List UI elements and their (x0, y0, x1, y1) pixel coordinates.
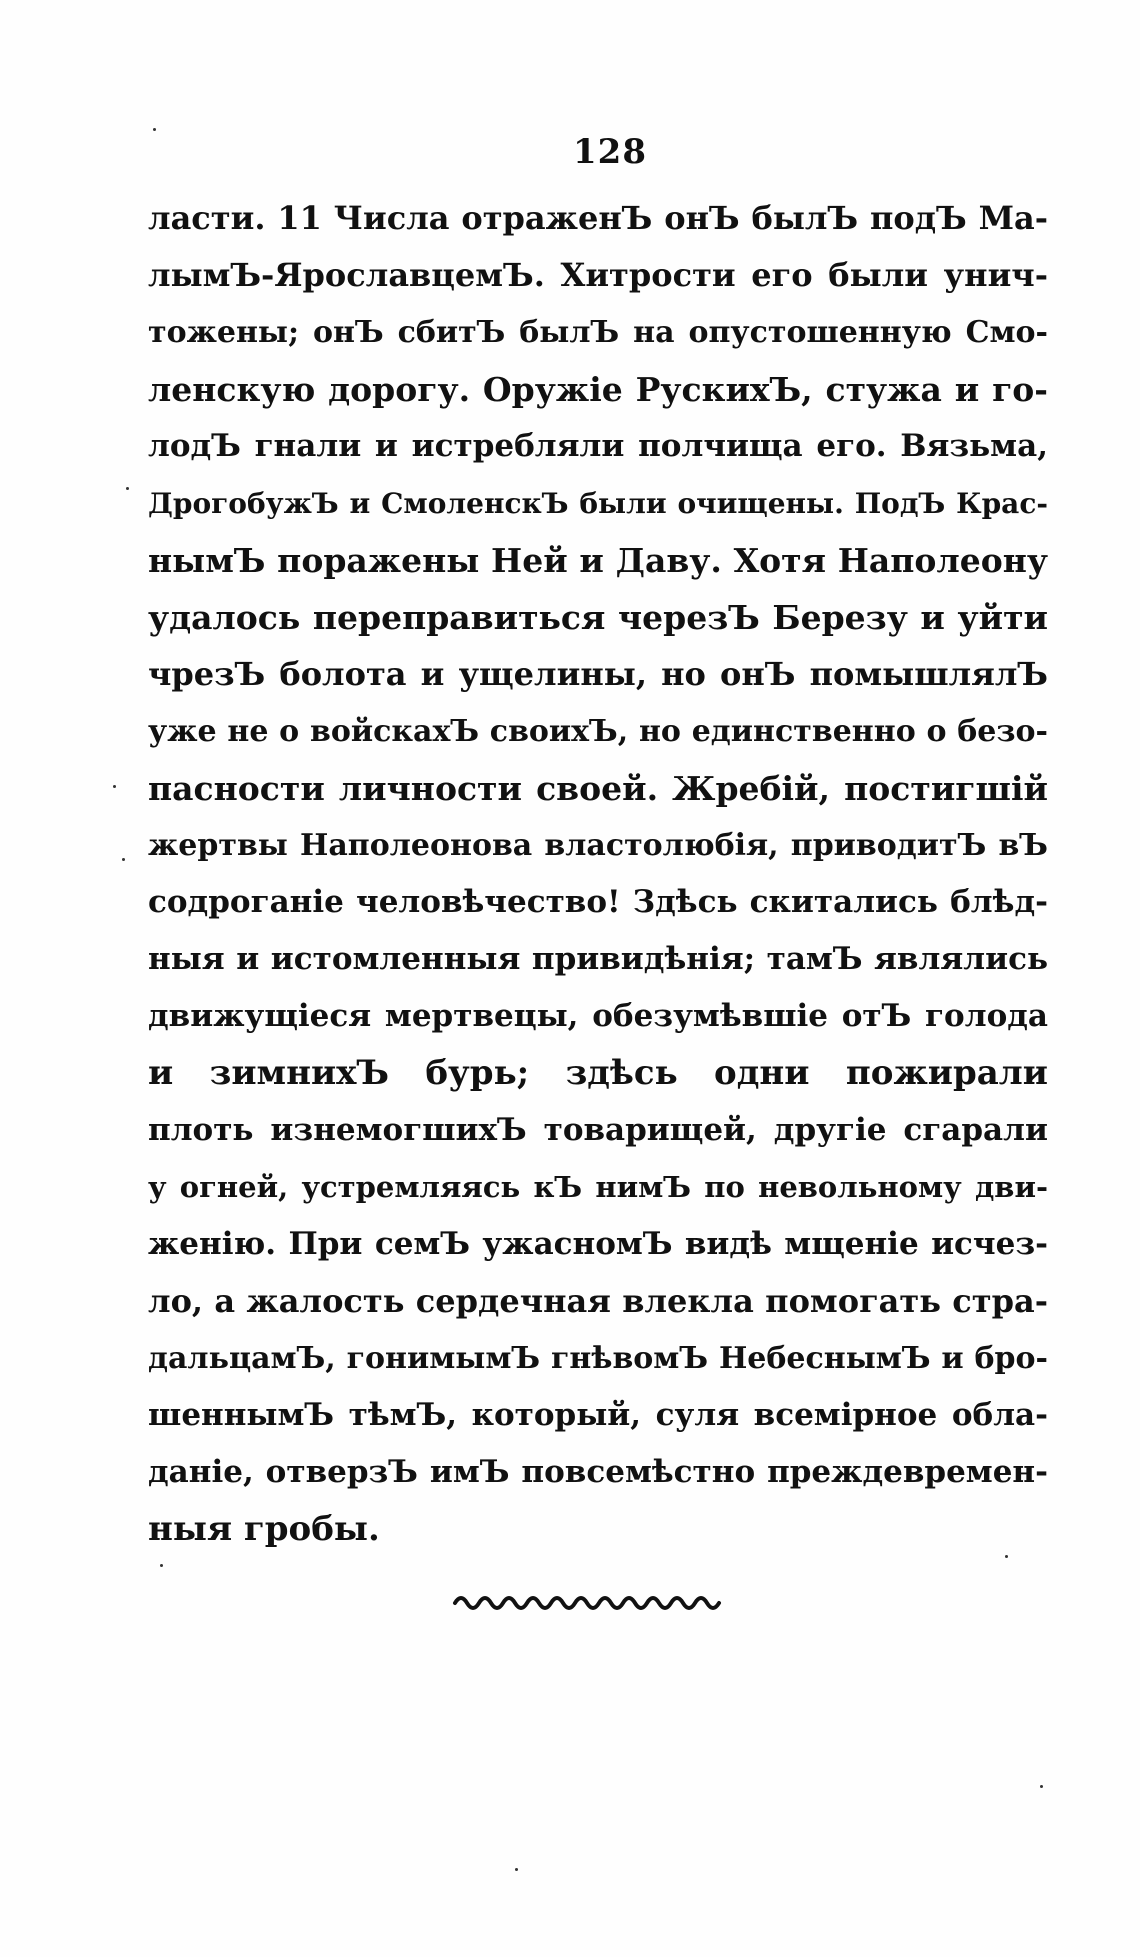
text-line: лодЪ гнали и истребляли полчища его. Вязьма, (148, 428, 1048, 464)
text-line: ДрогобужЪ и СмоленскЪ были очищены. ПодЪ Крас- (148, 487, 1048, 520)
text-line: уже не о войскахЪ своихЪ, но единственно о безо- (148, 714, 1048, 749)
text-line: ныя гробы. (148, 1509, 380, 1549)
print-speck (160, 1564, 163, 1567)
print-speck (1005, 1555, 1008, 1558)
text-line: шеннымЪ тѣмЪ, который, суля всемiрное обла- (148, 1397, 1048, 1433)
print-speck (515, 1868, 518, 1871)
text-line: данiе, отверзЪ имЪ повсемѣстно преждевремен- (148, 1454, 1048, 1490)
text-line: ленскую дорогу. Оружiе РускихЪ, стужа и го- (148, 370, 1048, 409)
text-line: ласти. 11 Числа отраженЪ онЪ былЪ подЪ Ма- (148, 199, 1048, 237)
text-line: пасности личности своей. Жребiй, постигшiй (148, 769, 1048, 808)
text-line: женiю. При семЪ ужасномЪ видѣ мщенiе исчез- (148, 1226, 1048, 1262)
print-speck (126, 487, 129, 490)
text-line: лымЪ-ЯрославцемЪ. Хитрости его были унич- (148, 256, 1048, 294)
text-line: дальцамЪ, гонимымЪ гнѣвомЪ НебеснымЪ и бро- (148, 1341, 1048, 1376)
text-line: ныя и истомленныя привидѣнiя; тамЪ являлись (148, 941, 1048, 977)
text-line: чрезЪ болота и ущелины, но онЪ помышлялЪ (148, 655, 1048, 693)
text-line: удалось переправиться черезЪ Березу и уйти (148, 598, 1048, 637)
print-speck (153, 128, 156, 131)
text-line: у огней, устремляясь кЪ нимЪ по невольному дви- (148, 1170, 1048, 1204)
text-line: и зимнихЪ бурь; здѣсь одни пожирали (148, 1053, 1048, 1093)
body-text (148, 190, 1048, 1558)
text-line: плоть изнемогшихЪ товарищей, другiе сгарали (148, 1112, 1048, 1148)
text-line: жертвы Наполеонова властолюбiя, приводитЪ вЪ (148, 828, 1048, 863)
text-line: движущiеся мертвецы, обезумѣвшiе отЪ голода (148, 998, 1048, 1034)
text-line: тожены; онЪ сбитЪ былЪ на опустошенную Смо- (148, 315, 1048, 350)
print-speck (113, 785, 116, 788)
text-line: содроганiе человѣчество! Здѣсь скитались блѣд- (148, 884, 1048, 920)
print-speck (122, 858, 125, 861)
text-line: ло, а жалость сердечная влекла помогать стра- (148, 1282, 1048, 1320)
print-speck (1040, 1785, 1043, 1788)
ornament-divider (450, 1585, 730, 1615)
page-number: 128 (573, 132, 647, 172)
text-line: нымЪ поражены Ней и Даву. Хотя Наполеону (148, 541, 1048, 580)
